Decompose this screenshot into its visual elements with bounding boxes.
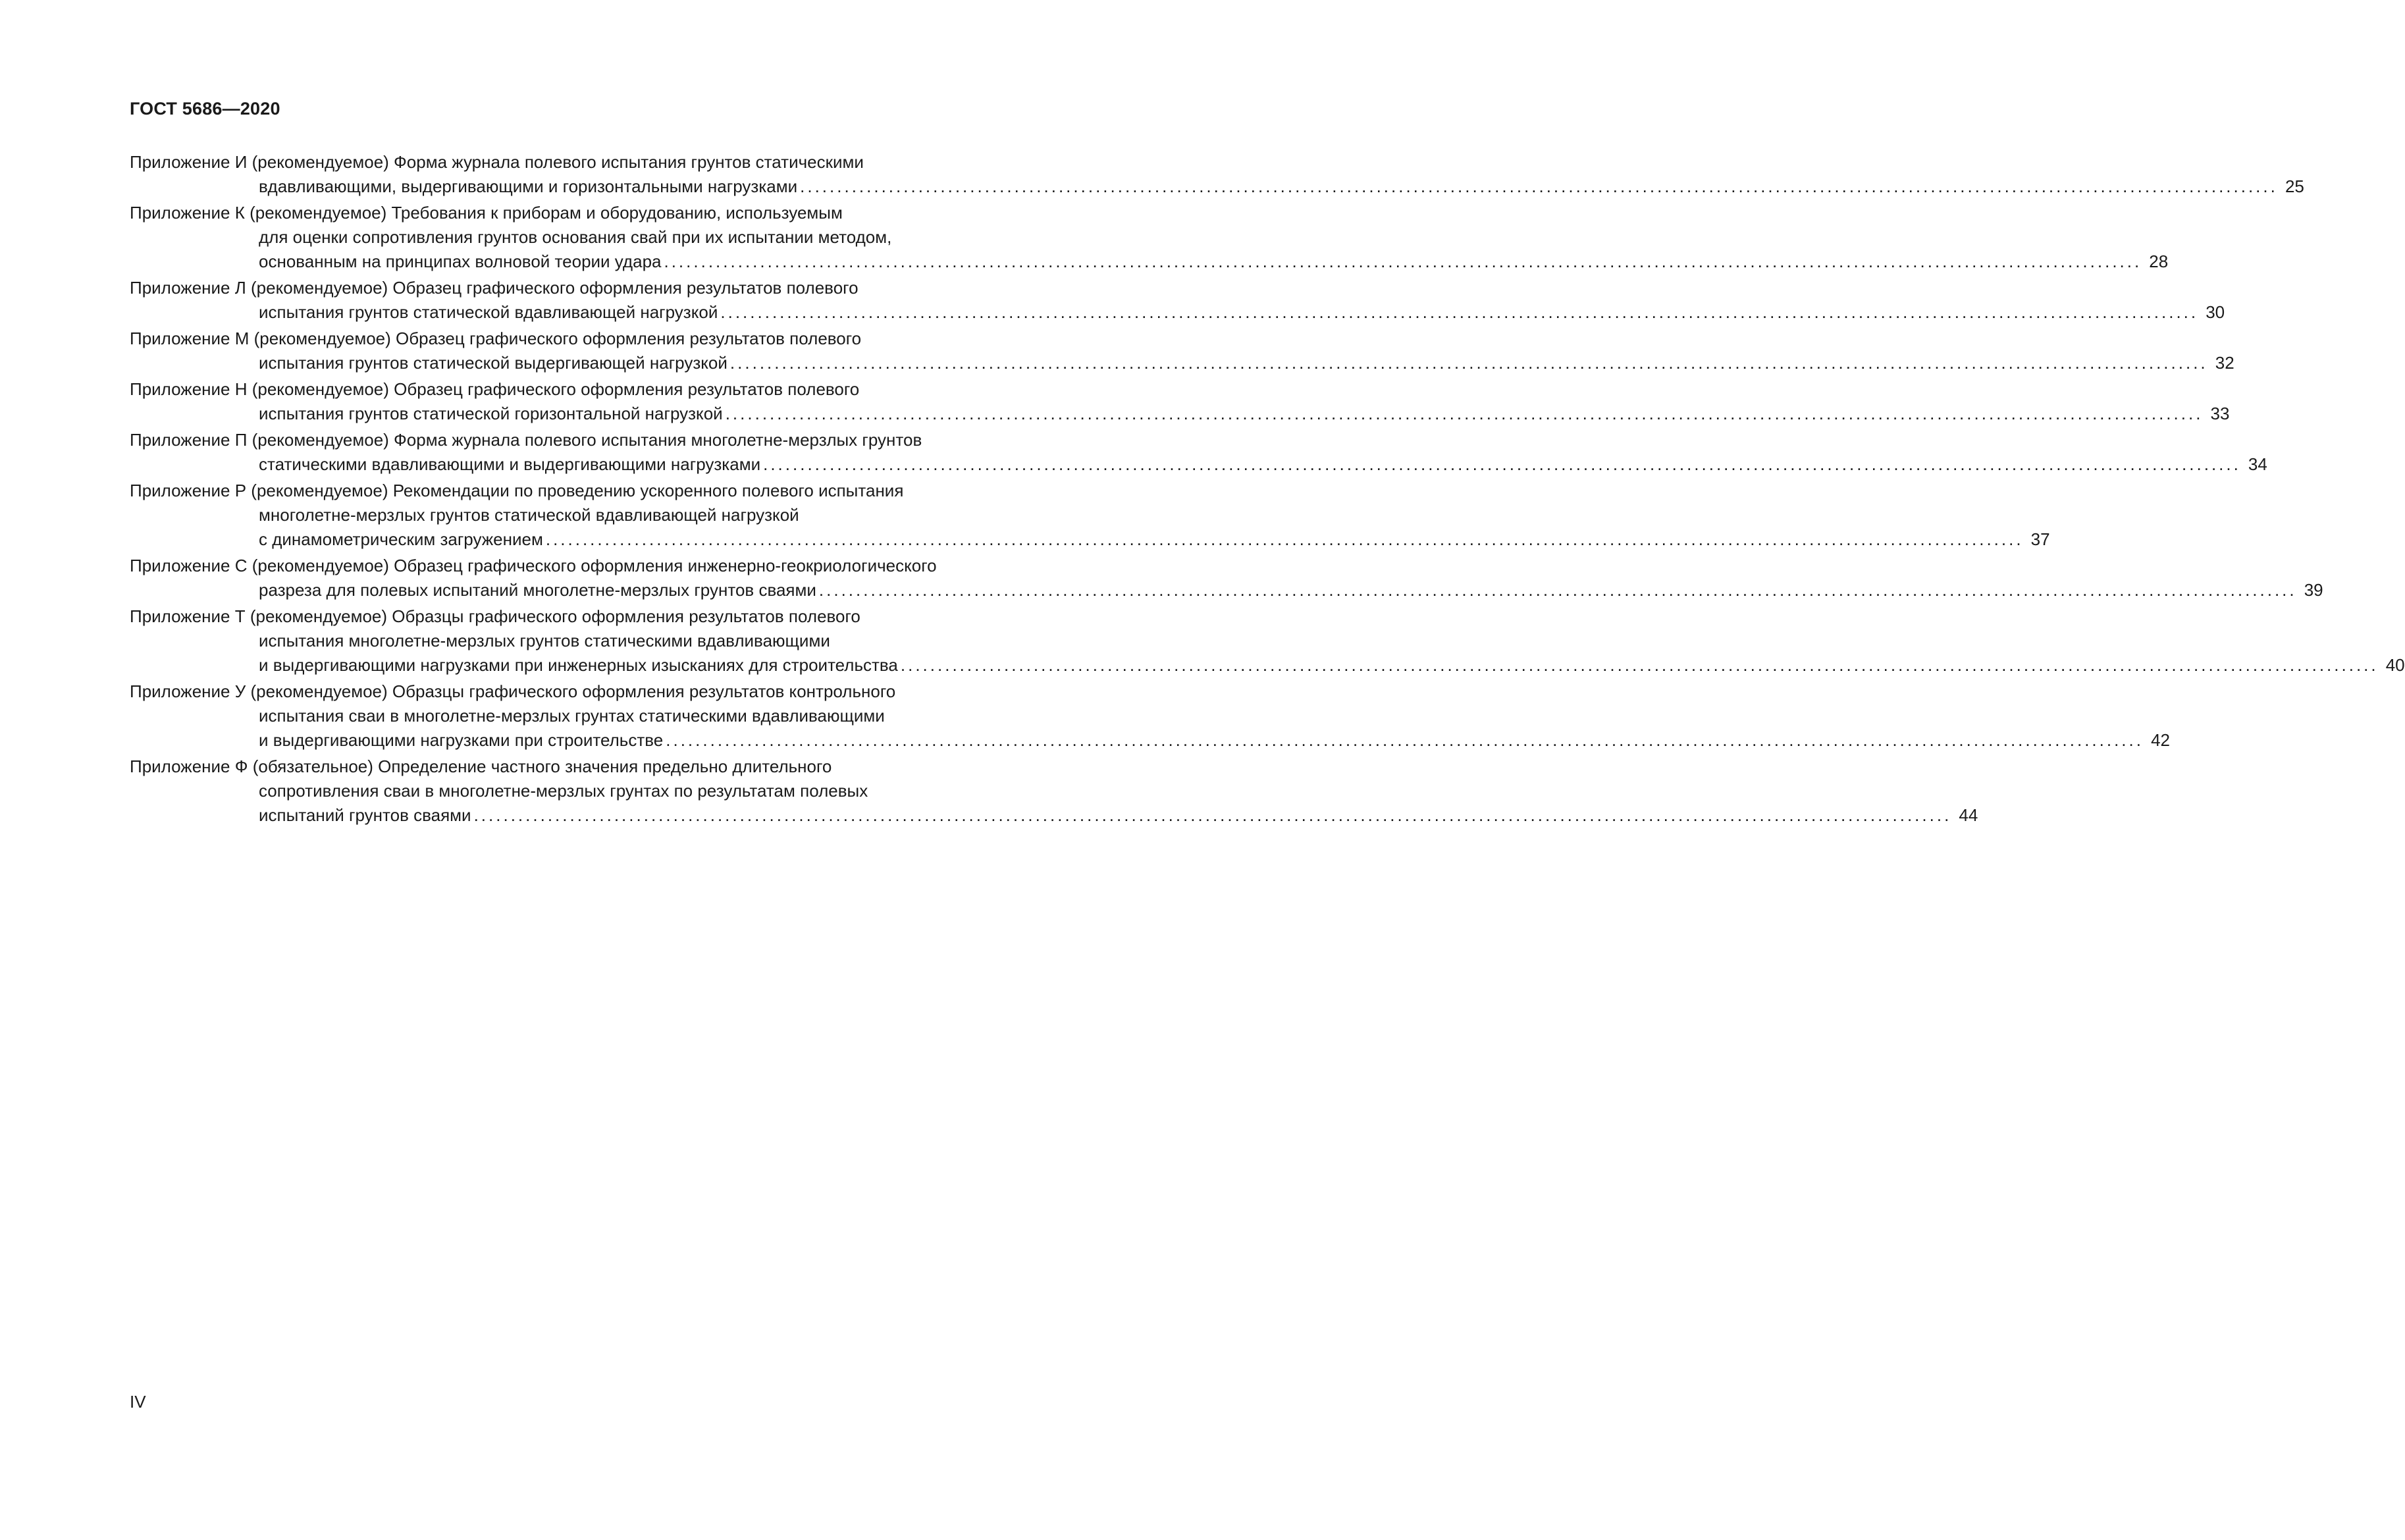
toc-entry-text: многолетне-мерзлых грунтов статической вдавливающей нагрузкой bbox=[259, 505, 799, 525]
toc-page-number: 32 bbox=[2215, 353, 2234, 373]
toc-entry-text: Приложение И (рекомендуемое) Форма журнала полевого испытания грунтов статическими bbox=[130, 152, 864, 172]
toc-entry-appendix-n[interactable] bbox=[130, 377, 2230, 426]
toc-entry-appendix-l[interactable] bbox=[130, 276, 2225, 325]
document-header: ГОСТ 5686—2020 bbox=[130, 99, 280, 119]
toc-page-number: 30 bbox=[2206, 302, 2225, 322]
dot-leader: ........................................................................................................................................................................................................ bbox=[473, 805, 1952, 825]
toc-entry-text: Приложение С (рекомендуемое) Образец графического оформления инженерно-геокриологического bbox=[130, 556, 937, 575]
dot-leader: ........................................................................................................................................................................................................ bbox=[720, 302, 2199, 322]
toc-entry-text: вдавливающими, выдергивающими и горизонтальными нагрузками bbox=[259, 176, 798, 196]
toc-entry-appendix-m[interactable] bbox=[130, 327, 2234, 375]
toc-entry-text: Приложение М (рекомендуемое) Образец графического оформления результатов полевого bbox=[130, 329, 862, 348]
table-of-contents bbox=[130, 150, 2405, 830]
toc-entry-appendix-t[interactable] bbox=[130, 604, 2405, 677]
toc-entry-text: сопротивления сваи в многолетне-мерзлых грунтах по результатам полевых bbox=[259, 781, 868, 801]
toc-entry-text: для оценки сопротивления грунтов основания свай при их испытании методом, bbox=[259, 227, 892, 247]
toc-entry-text: Приложение У (рекомендуемое) Образцы графического оформления результатов контрольного bbox=[130, 681, 896, 701]
toc-entry-text: испытаний грунтов сваями bbox=[259, 805, 471, 825]
toc-entry-appendix-s[interactable] bbox=[130, 554, 2323, 602]
toc-page-number: 44 bbox=[1959, 805, 1978, 825]
dot-leader: ........................................................................................................................................................................................................ bbox=[800, 176, 2278, 196]
toc-entry-appendix-p[interactable] bbox=[130, 428, 2267, 477]
toc-entry-appendix-u[interactable] bbox=[130, 679, 2170, 753]
dot-leader: ........................................................................................................................................................................................................ bbox=[664, 252, 2142, 271]
dot-leader: ........................................................................................................................................................................................................ bbox=[729, 353, 2208, 373]
toc-entry-text: разреза для полевых испытаний многолетне-мерзлых грунтов сваями bbox=[259, 580, 816, 600]
dot-leader: ........................................................................................................................................................................................................ bbox=[818, 580, 2297, 600]
toc-entry-text: испытания грунтов статической выдергивающей нагрузкой bbox=[259, 353, 727, 373]
toc-entry-text: и выдергивающими нагрузками при инженерных изысканиях для строительства bbox=[259, 655, 898, 675]
page-number: IV bbox=[130, 1392, 146, 1412]
toc-page-number: 34 bbox=[2248, 454, 2267, 474]
toc-entry-text: Приложение Н (рекомендуемое) Образец графического оформления результатов полевого bbox=[130, 379, 860, 399]
dot-leader: ........................................................................................................................................................................................................ bbox=[666, 730, 2144, 750]
dot-leader: ........................................................................................................................................................................................................ bbox=[763, 454, 2241, 474]
toc-page-number: 33 bbox=[2210, 404, 2230, 423]
toc-page-number: 28 bbox=[2149, 252, 2169, 271]
toc-entry-text: испытания многолетне-мерзлых грунтов статическими вдавливающими bbox=[259, 631, 830, 651]
toc-entry-text: Приложение Т (рекомендуемое) Образцы графического оформления результатов полевого bbox=[130, 606, 860, 626]
toc-entry-appendix-i[interactable] bbox=[130, 150, 2304, 199]
toc-entry-text: статическими вдавливающими и выдергивающими нагрузками bbox=[259, 454, 761, 474]
dot-leader: ........................................................................................................................................................................................................ bbox=[545, 529, 2024, 549]
toc-entry-appendix-f[interactable] bbox=[130, 755, 1978, 828]
toc-entry-text: испытания грунтов статической горизонтальной нагрузкой bbox=[259, 404, 723, 423]
toc-page-number: 39 bbox=[2304, 580, 2323, 600]
toc-page-number: 37 bbox=[2030, 529, 2050, 549]
dot-leader: ........................................................................................................................................................................................................ bbox=[900, 655, 2379, 675]
toc-entry-text: с динамометрическим загружением bbox=[259, 529, 543, 549]
toc-entry-text: Приложение Ф (обязательное) Определение частного значения предельно длительного bbox=[130, 757, 832, 776]
toc-entry-text: Приложение Р (рекомендуемое) Рекомендации по проведению ускоренного полевого испытания bbox=[130, 481, 904, 500]
toc-page-number: 25 bbox=[2285, 176, 2304, 196]
toc-entry-text: основанным на принципах волновой теории удара bbox=[259, 252, 662, 271]
toc-page-number: 40 bbox=[2385, 655, 2405, 675]
dot-leader: ........................................................................................................................................................................................................ bbox=[725, 404, 2204, 423]
toc-entry-text: и выдергивающими нагрузками при строительстве bbox=[259, 730, 664, 750]
toc-entry-text: испытания сваи в многолетне-мерзлых грунтах статическими вдавливающими bbox=[259, 706, 885, 726]
toc-page-number: 42 bbox=[2151, 730, 2170, 750]
toc-entry-text: Приложение П (рекомендуемое) Форма журнала полевого испытания многолетне-мерзлых грунтов bbox=[130, 430, 922, 450]
toc-entry-text: испытания грунтов статической вдавливающей нагрузкой bbox=[259, 302, 718, 322]
toc-entry-text: Приложение Л (рекомендуемое) Образец графического оформления результатов полевого bbox=[130, 278, 859, 298]
toc-entry-appendix-r[interactable] bbox=[130, 479, 2050, 552]
toc-entry-text: Приложение К (рекомендуемое) Требования к приборам и оборудованию, используемым bbox=[130, 203, 843, 223]
toc-entry-appendix-k[interactable] bbox=[130, 201, 2169, 274]
